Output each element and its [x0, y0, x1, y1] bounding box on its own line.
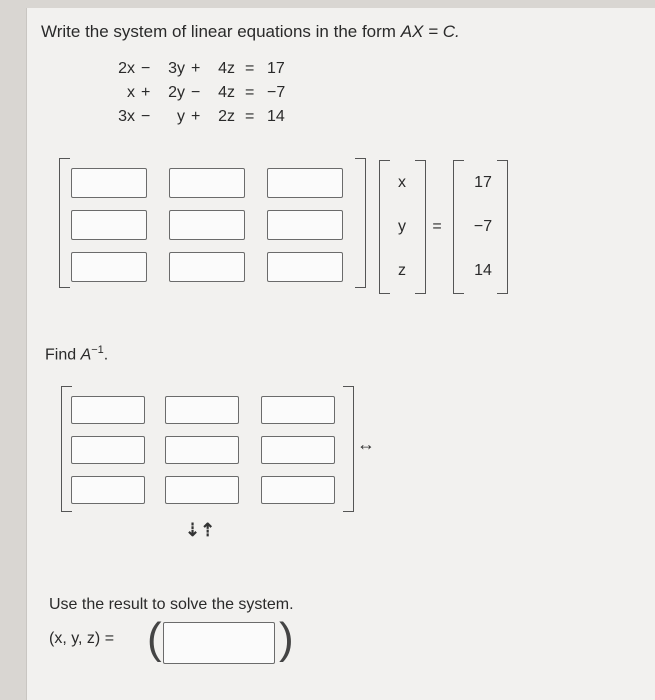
- find-period: .: [103, 346, 109, 364]
- inv21-input[interactable]: [71, 436, 145, 464]
- a32-input[interactable]: [169, 252, 245, 282]
- eq3-term2: y: [177, 108, 185, 125]
- eq1-term3: 4z: [218, 60, 235, 77]
- find-exponent: −1: [91, 344, 104, 356]
- prompt-text: Write the system of linear equations in the form: [41, 22, 401, 41]
- resize-columns-arrows-icon[interactable]: ↔: [357, 434, 375, 454]
- eq2-rhs: −7: [267, 84, 286, 101]
- eq2-equals: =: [245, 84, 255, 101]
- find-inverse-label: [45, 344, 108, 364]
- a12-input[interactable]: [169, 168, 245, 198]
- eq2-term3: 4z: [218, 84, 235, 101]
- eq3-equals: =: [245, 108, 255, 125]
- eq1-op1: −: [141, 60, 151, 77]
- inv23-input[interactable]: [261, 436, 335, 464]
- eq1-rhs: 17: [267, 60, 285, 77]
- eq1-term1: 2x: [118, 60, 135, 77]
- c-vector-2: −7: [473, 218, 493, 235]
- x-vector-y: y: [398, 218, 406, 235]
- prompt-formula: AX = C.: [400, 22, 460, 41]
- eq3-term1: 3x: [118, 108, 135, 125]
- inv33-input[interactable]: [261, 476, 335, 504]
- inv22-input[interactable]: [165, 436, 239, 464]
- eq3-term3: 2z: [218, 108, 235, 125]
- inv31-input[interactable]: [71, 476, 145, 504]
- eq1-term2: 3y: [168, 60, 185, 77]
- a33-input[interactable]: [267, 252, 343, 282]
- a13-input[interactable]: [267, 168, 343, 198]
- inv11-input[interactable]: [71, 396, 145, 424]
- inv12-input[interactable]: [165, 396, 239, 424]
- solution-open-paren: (: [147, 614, 162, 663]
- x-vector-x: x: [398, 174, 406, 191]
- question-panel: [26, 8, 655, 700]
- solution-label: (x, y, z) =: [49, 630, 115, 647]
- find-symbol: A: [80, 346, 92, 364]
- matrix-a-right-bracket: [355, 158, 366, 288]
- solution-close-paren: ): [279, 614, 294, 663]
- eq3-rhs: 14: [267, 108, 285, 125]
- a31-input[interactable]: [71, 252, 147, 282]
- inv32-input[interactable]: [165, 476, 239, 504]
- a21-input[interactable]: [71, 210, 147, 240]
- eq2-op1: +: [141, 84, 151, 101]
- eq3-op1: −: [141, 108, 151, 125]
- c-vector-1: 17: [474, 174, 492, 191]
- matrix-a-left-bracket: [59, 158, 70, 288]
- solve-prompt: Use the result to solve the system.: [49, 596, 294, 613]
- inv13-input[interactable]: [261, 396, 335, 424]
- solution-input[interactable]: [163, 622, 275, 664]
- x-vector-z: z: [398, 262, 406, 279]
- matrix-equals-sign: =: [432, 218, 442, 235]
- a23-input[interactable]: [267, 210, 343, 240]
- resize-rows-arrows-icon[interactable]: ⇣⇡: [185, 520, 216, 540]
- a22-input[interactable]: [169, 210, 245, 240]
- eq2-op2: −: [191, 84, 201, 101]
- eq2-term1: x: [127, 84, 135, 101]
- a11-input[interactable]: [71, 168, 147, 198]
- inverse-right-bracket: [343, 386, 354, 512]
- eq1-op2: +: [191, 60, 201, 77]
- eq3-op2: +: [191, 108, 201, 125]
- question-prompt: [41, 22, 460, 42]
- eq2-term2: 2y: [168, 84, 185, 101]
- eq1-equals: =: [245, 60, 255, 77]
- find-text: Find: [45, 346, 81, 364]
- c-vector-3: 14: [474, 262, 492, 279]
